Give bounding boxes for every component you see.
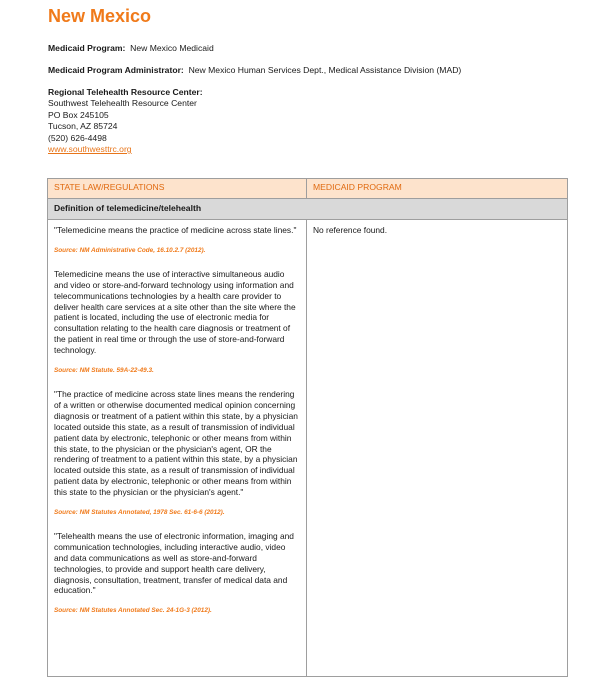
medicaid-program-label: Medicaid Program: [48, 43, 126, 53]
medicaid-program-value: New Mexico Medicaid [130, 43, 214, 53]
resource-center-address2: Tucson, AZ 85724 [48, 121, 118, 132]
law-entry-text: "Telehealth means the use of electronic information, imaging and communication technologies, including interactive audio, video and data communications as well as store-and-forward technologies, to provide and support health care delivery, diagnosis, consultation, treatment, transfer of medical data and education." [54, 530, 294, 596]
resource-center-website-link[interactable]: www.southwesttrc.org [48, 144, 132, 155]
column-header-medicaid: MEDICAID PROGRAM [307, 179, 568, 199]
resource-center-block [48, 87, 203, 155]
section-title: Definition of telemedicine/telehealth [48, 199, 568, 220]
section-row [48, 199, 568, 220]
table-row [48, 220, 568, 677]
law-entry-text: "Telemedicine means the practice of medicine across state lines." [54, 225, 297, 235]
resource-center-phone: (520) 626-4498 [48, 132, 107, 143]
medicaid-admin-value: New Mexico Human Services Dept., Medical Assistance Division (MAD) [188, 65, 462, 75]
column-header-state-law: STATE LAW/REGULATIONS [48, 179, 307, 199]
medicaid-program-cell: No reference found. [307, 220, 568, 677]
resource-center-name: Southwest Telehealth Resource Center [48, 98, 197, 109]
law-entry-source: Source: NM Statutes Annotated, 1978 Sec. 61-6-6 (2012). [54, 509, 225, 517]
medicaid-admin-label: Medicaid Program Administrator: [48, 65, 184, 75]
law-entry-source: Source: NM Statute. 59A-22-49.3. [54, 367, 154, 375]
table-header-row [48, 179, 568, 199]
law-entry-source: Source: NM Statutes Annotated Sec. 24-1G-3 (2012). [54, 607, 212, 615]
state-title: New Mexico [48, 6, 152, 26]
law-entry-source: Source: NM Administrative Code, 16.10.2.7 (2012). [54, 246, 206, 254]
policy-table [47, 178, 568, 677]
state-law-cell [48, 220, 307, 677]
law-entry-text: Telemedicine means the use of interactive simultaneous audio and video or store-and-forward technology using information and telecommunications technologies by a health care provider to deliver health care services at a site other than the site where the patient is located, including the use of electronic media for consultation relating to the health care diagnosis or treatment of the patient in real time or through the use of store-and-forward technology. [54, 268, 296, 356]
medicaid-program-line [48, 43, 214, 53]
medicaid-admin-line [48, 65, 461, 75]
law-entry-text: "The practice of medicine across state lines means the rendering of a written or otherwise documented medical opinion concerning diagnosis or treatment of a patient within this state, by a physician located outside this state, as a result of transmission of individual patient data by electronic, telephonic or other means from within this state, to the physician or the physician's agent, OR the rendering of treatment to a patient within this state, by a physician located outside this state, as a result of transmission of individual patient data by electronic, telephonic or other means from within this state to the physician or the physician's agent." [54, 388, 298, 498]
resource-center-label: Regional Telehealth Resource Center: [48, 87, 203, 97]
resource-center-address1: PO Box 245105 [48, 109, 109, 120]
